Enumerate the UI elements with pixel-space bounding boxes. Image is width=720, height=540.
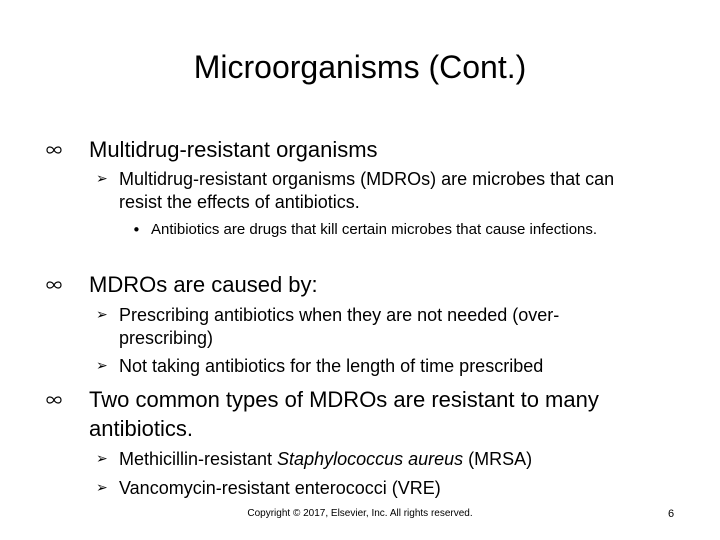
bullet-text: Vancomycin-resistant enterococci (VRE) [119, 478, 441, 498]
bullet-text: Multidrug-resistant organisms (MDROs) are microbes that can resist the effects of antibiotics. [119, 169, 615, 212]
bullet-text [119, 448, 649, 471]
arrow-bullet-icon: ➢ [96, 171, 108, 187]
section-heading: Two common types of MDROs are resistant to many antibiotics. [89, 387, 599, 441]
bullet-text-part: (MRSA) [463, 449, 533, 469]
arrow-bullet-icon: ➢ [96, 307, 108, 323]
infinity-bullet-icon [45, 394, 63, 406]
bullet-text: Prescribing antibiotics when they are not needed (over-prescribing) [119, 305, 560, 348]
dot-bullet-icon: • [132, 221, 141, 239]
bullet-text: Not taking antibiotics for the length of time prescribed [119, 356, 544, 376]
slide-title: Microorganisms (Cont.) [193, 49, 527, 85]
arrow-bullet-icon: ➢ [96, 480, 108, 496]
page-number: 6 [668, 508, 675, 520]
arrow-bullet-icon: ➢ [96, 358, 108, 374]
bullet-text-part: Methicillin-resistant [119, 449, 278, 469]
subbullet-text: Antibiotics are drugs that kill certain microbes that cause infections. [151, 221, 598, 238]
species-name: Staphylococcus aureus [277, 449, 464, 469]
section-heading: MDROs are caused by: [89, 272, 318, 297]
copyright-footer: Copyright © 2017, Elsevier, Inc. All rights reserved. [247, 508, 473, 519]
infinity-bullet-icon [45, 279, 63, 291]
infinity-bullet-icon [45, 144, 63, 156]
section-heading: Multidrug-resistant organisms [89, 137, 378, 162]
arrow-bullet-icon: ➢ [96, 451, 108, 467]
